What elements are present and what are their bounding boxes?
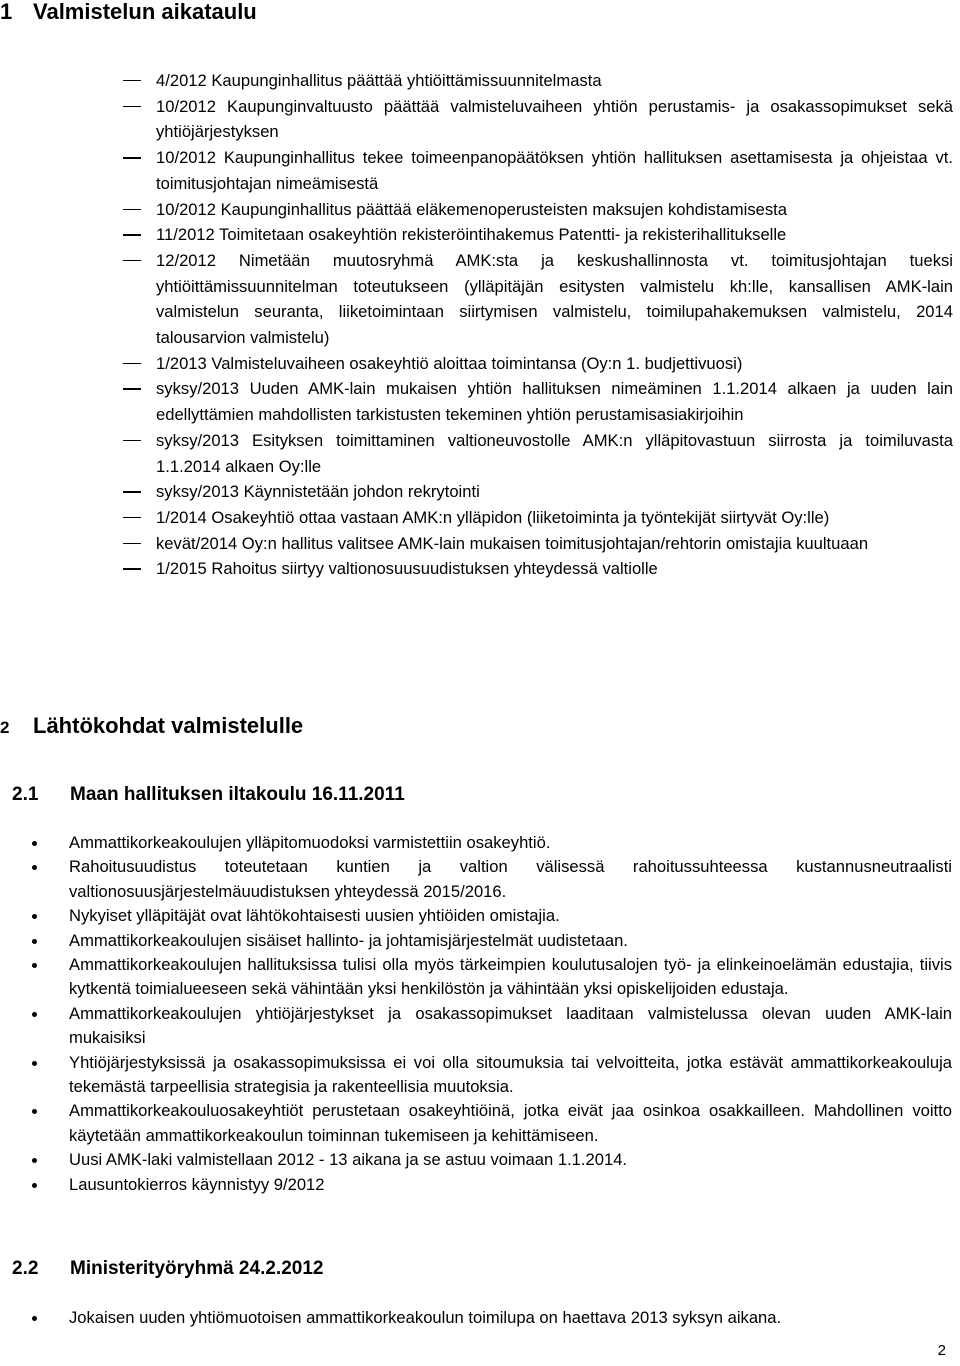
list-item [32, 1148, 952, 1172]
list-item-text: syksy/2013 Käynnistetään johdon rekrytointi [156, 482, 480, 502]
section-2-1-number: 2.1 [12, 784, 39, 805]
list-item-text: Ammattikorkeakouluosakeyhtiöt perustetaan osakeyhtiöinä, jotka eivät jaa osinkoa osakkailleen. Mahdollinen voitto käytetään ammattikorkeakoulun toiminnan tukemiseen ja kehittämiseen. [69, 1101, 952, 1145]
section-2-2-title: Ministerityöryhmä 24.2.2012 [70, 1258, 324, 1279]
timeline-item [123, 556, 953, 582]
bullet-marker [32, 963, 37, 968]
timeline-list [123, 68, 953, 582]
dash-marker [123, 106, 141, 107]
dash-marker [123, 80, 141, 81]
timeline-item [123, 68, 953, 94]
list-item-text: 4/2012 Kaupunginhallitus päättää yhtiöittämissuunnitelmasta [156, 71, 602, 90]
dash-marker [123, 260, 141, 261]
page-number: 2 [937, 1342, 946, 1359]
dash-marker [123, 157, 141, 158]
list-item [32, 1099, 952, 1148]
timeline-item [123, 376, 953, 427]
list-item-text: Ammattikorkeakoulujen sisäiset hallinto- ja johtamisjärjestelmät uudistetaan. [69, 930, 628, 950]
timeline-item [123, 505, 953, 531]
list-item-text: Yhtiöjärjestyksissä ja osakassopimuksissa ei voi olla sitoumuksia tai velvoitteita, jotka estävät ammattikorkeakouluja tekemästä tarpeellisia strategisia ja rakenteellisia muutoksia. [69, 1052, 952, 1097]
list-item-text: 11/2012 Toimitetaan osakeyhtiön rekisteröintihakemus Patentti- ja rekisterihallitukselle [156, 225, 787, 245]
list-item-text: syksy/2013 Uuden AMK-lain mukaisen yhtiön hallituksen nimeäminen 1.1.2014 alkaen ja uuden lain edellyttämien mahdollisten tarkistusten tekeminen yhtiön perustamisasiakirjoihin [156, 379, 953, 425]
bullet-marker [32, 939, 37, 944]
section-2-2-number: 2.2 [12, 1258, 39, 1279]
section-2-1-bullet-list [32, 831, 952, 1197]
timeline-item [123, 428, 953, 479]
section-1-title: Valmistelun aikataulu [33, 0, 257, 24]
section-2-number: 2 [0, 718, 10, 737]
list-item-text: 12/2012 Nimetään muutosryhmä AMK:sta ja keskushallinnosta vt. toimitusjohtajan tueksi yhtiöittämissuunnitelman toteutukseen (ylläpitäjän esitysten valmistelu kh:lle, kansallisen AMK-lain valmistelun seuranta, liiketoimintaan siirtymisen valmistelu, toimilupahakemuksen valmistelu, 2014 talousarvion valmistelu) [156, 250, 953, 348]
dash-marker [123, 234, 141, 235]
bullet-marker [32, 914, 37, 919]
timeline-item [123, 351, 953, 377]
list-item [32, 855, 952, 904]
list-item-text: 10/2012 Kaupunginhallitus päättää eläkemenoperusteisten maksujen kohdistamisesta [156, 199, 787, 219]
timeline-item [123, 531, 953, 557]
bullet-marker [32, 865, 37, 870]
bullet-marker [32, 1316, 37, 1321]
timeline-item [123, 479, 953, 505]
list-item-text: syksy/2013 Esityksen toimittaminen valtioneuvostolle AMK:n ylläpitovastuun siirrosta ja toimiluvasta 1.1.2014 alkaen Oy:lle [156, 430, 953, 476]
section-1-heading [0, 0, 257, 24]
list-item-text: kevät/2014 Oy:n hallitus valitsee AMK-lain mukaisen toimitusjohtajan/rehtorin omistajia kuultuaan [156, 533, 869, 553]
list-item [32, 831, 952, 855]
dash-marker [123, 491, 141, 492]
list-item-text: Ammattikorkeakoulujen yhtiöjärjestykset ja osakassopimukset laaditaan valmistelussa olevan uuden AMK-lain mukaisiksi [69, 1003, 952, 1048]
section-2-heading [0, 713, 303, 741]
bullet-marker [32, 841, 37, 846]
timeline-item [123, 248, 953, 351]
list-item-text: Ammattikorkeakoulujen ylläpitomuodoksi varmistettiin osakeyhtiö. [69, 833, 551, 852]
timeline-item [123, 222, 953, 248]
dash-marker [123, 209, 141, 210]
bullet-marker [32, 1158, 37, 1163]
dash-marker [123, 440, 141, 441]
section-2-title: Lähtökohdat valmistelulle [33, 713, 304, 738]
list-item-text: 1/2014 Osakeyhtiö ottaa vastaan AMK:n ylläpidon (liiketoiminta ja työntekijät siirtyvät Oy:lle) [156, 507, 830, 527]
list-item [32, 953, 952, 1002]
bullet-marker [32, 1061, 37, 1066]
dash-marker [123, 363, 141, 364]
dash-marker [123, 388, 141, 389]
list-item [32, 929, 952, 953]
dash-marker [123, 568, 141, 569]
list-item-text: 10/2012 Kaupunginvaltuusto päättää valmisteluvaiheen yhtiön perustamis- ja osakassopimukset sekä yhtiöjärjestyksen [156, 96, 953, 142]
list-item-text: Jokaisen uuden yhtiömuotoisen ammattikorkeakoulun toimilupa on haettava 2013 syksyn aikana. [69, 1308, 782, 1327]
section-2-1-heading [12, 783, 405, 807]
dash-marker [123, 543, 141, 544]
list-item-text: 10/2012 Kaupunginhallitus tekee toimeenpanopäätöksen yhtiön hallituksen asettamisesta ja ohjeistaa vt. toimitusjohtajan nimeämisestä [156, 148, 953, 193]
list-item-text: 1/2013 Valmisteluvaiheen osakeyhtiö aloittaa toimintansa (Oy:n 1. budjettivuosi) [156, 353, 743, 373]
list-item [32, 1051, 952, 1100]
dash-marker [123, 517, 141, 518]
timeline-item [123, 94, 953, 145]
list-item-text: Rahoitusuudistus toteutetaan kuntien ja valtion välisessä rahoitussuhteessa kustannusneutraalisti valtionosuusjärjestelmäuudistuksen yhteydessä 2015/2016. [69, 857, 952, 901]
list-item-text: Nykyiset ylläpitäjät ovat lähtökohtaisesti uusien yhtiöiden omistajia. [69, 906, 560, 926]
bullet-marker [32, 1012, 37, 1017]
list-item [32, 1002, 952, 1051]
list-item-text: Lausuntokierros käynnistyy 9/2012 [69, 1174, 325, 1194]
section-1-number: 1 [0, 0, 13, 24]
timeline-item [123, 197, 953, 223]
list-item-text: Ammattikorkeakoulujen hallituksissa tulisi olla myös tärkeimpien koulutusalojen työ- ja elinkeinoelämän edustajia, tiivis kytkentä toimialueeseen sekä vähintään yksi henkilöstön ja vähintään yksi opiskelijoiden edustaja. [69, 955, 952, 999]
bullet-marker [32, 1183, 37, 1188]
list-item [32, 904, 952, 928]
list-item [32, 1173, 952, 1197]
list-item [32, 1306, 952, 1330]
bullet-marker [32, 1109, 37, 1114]
list-item-text: Uusi AMK-laki valmistellaan 2012 - 13 aikana ja se astuu voimaan 1.1.2014. [69, 1150, 628, 1170]
section-2-2-heading [12, 1257, 323, 1281]
section-2-2-bullet-list [32, 1306, 952, 1330]
list-item-text: 1/2015 Rahoitus siirtyy valtionosuusuudistuksen yhteydessä valtiolle [156, 559, 658, 579]
section-2-1-title: Maan hallituksen iltakoulu 16.11.2011 [70, 784, 405, 805]
timeline-item [123, 145, 953, 196]
